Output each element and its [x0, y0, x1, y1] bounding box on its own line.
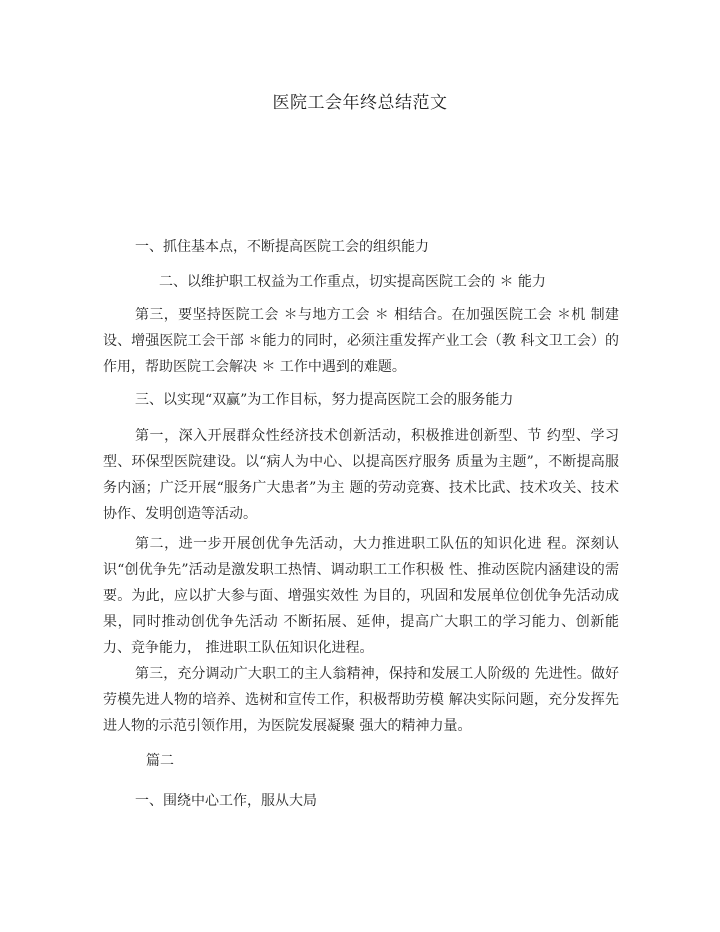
paragraph-2: 第一，深入开展群众性经济技术创新活动，积极推进创新型、节 约型、学习型、环保型医院建设。以“病人为中心、以提高医疗服务 质量为主题”，不断提高服务内涵；广泛开展“服务广大患者”为主 题的劳动竞赛、技术比武、技术攻关、技术协作、发明创造等活动。	[103, 428, 619, 522]
document-title: 医院工会年终总结范文	[272, 93, 448, 113]
paragraph-4: 第三，充分调动广大职工的主人翁精神，保持和发展工人阶级的 先进性。做好劳模先进人物的培养、选树和宣传工作，积极帮助劳模 解决实际问题，充分发挥先进人物的示范引领作用，为医院发展凝聚 强大的精神力量。	[103, 666, 619, 734]
section-2-label: 篇二	[146, 753, 174, 769]
heading-3: 三、以实现“双赢”为工作目标，努力提高医院工会的服务能力	[135, 392, 514, 408]
paragraph-3: 第二，进一步开展创优争先活动，大力推进职工队伍的知识化进 程。深刻认识“创优争先”活动是激发职工热情、调动职工工作积极 性、推动医院内涵建设的需要。为此，应以扩大参与面、增强实效性 为目的，巩固和发展单位创优争先活动成果，同时推动创优争先活动 不断拓展、延伸，提高广大职工的学习能力、创新能力、竞争能力， 推进职工队伍知识化进程。	[103, 536, 619, 656]
heading-1: 一、抓住基本点，不断提高医院工会的组织能力	[135, 239, 429, 255]
heading-2: 二、以维护职工权益为工作重点，切实提高医院工会的 ＊ 能力	[159, 274, 546, 290]
paragraph-1: 第三，要坚持医院工会 ＊与地方工会 ＊ 相结合。在加强医院工会 ＊机 制建设、增强医院工会干部 ＊能力的同时，必须注重发挥产业工会（教 科文卫工会）的作用，帮助医院工会解决 ＊ 工作中遇到的难题。	[103, 307, 619, 375]
heading-4: 一、围绕中心工作，服从大局	[135, 793, 317, 809]
